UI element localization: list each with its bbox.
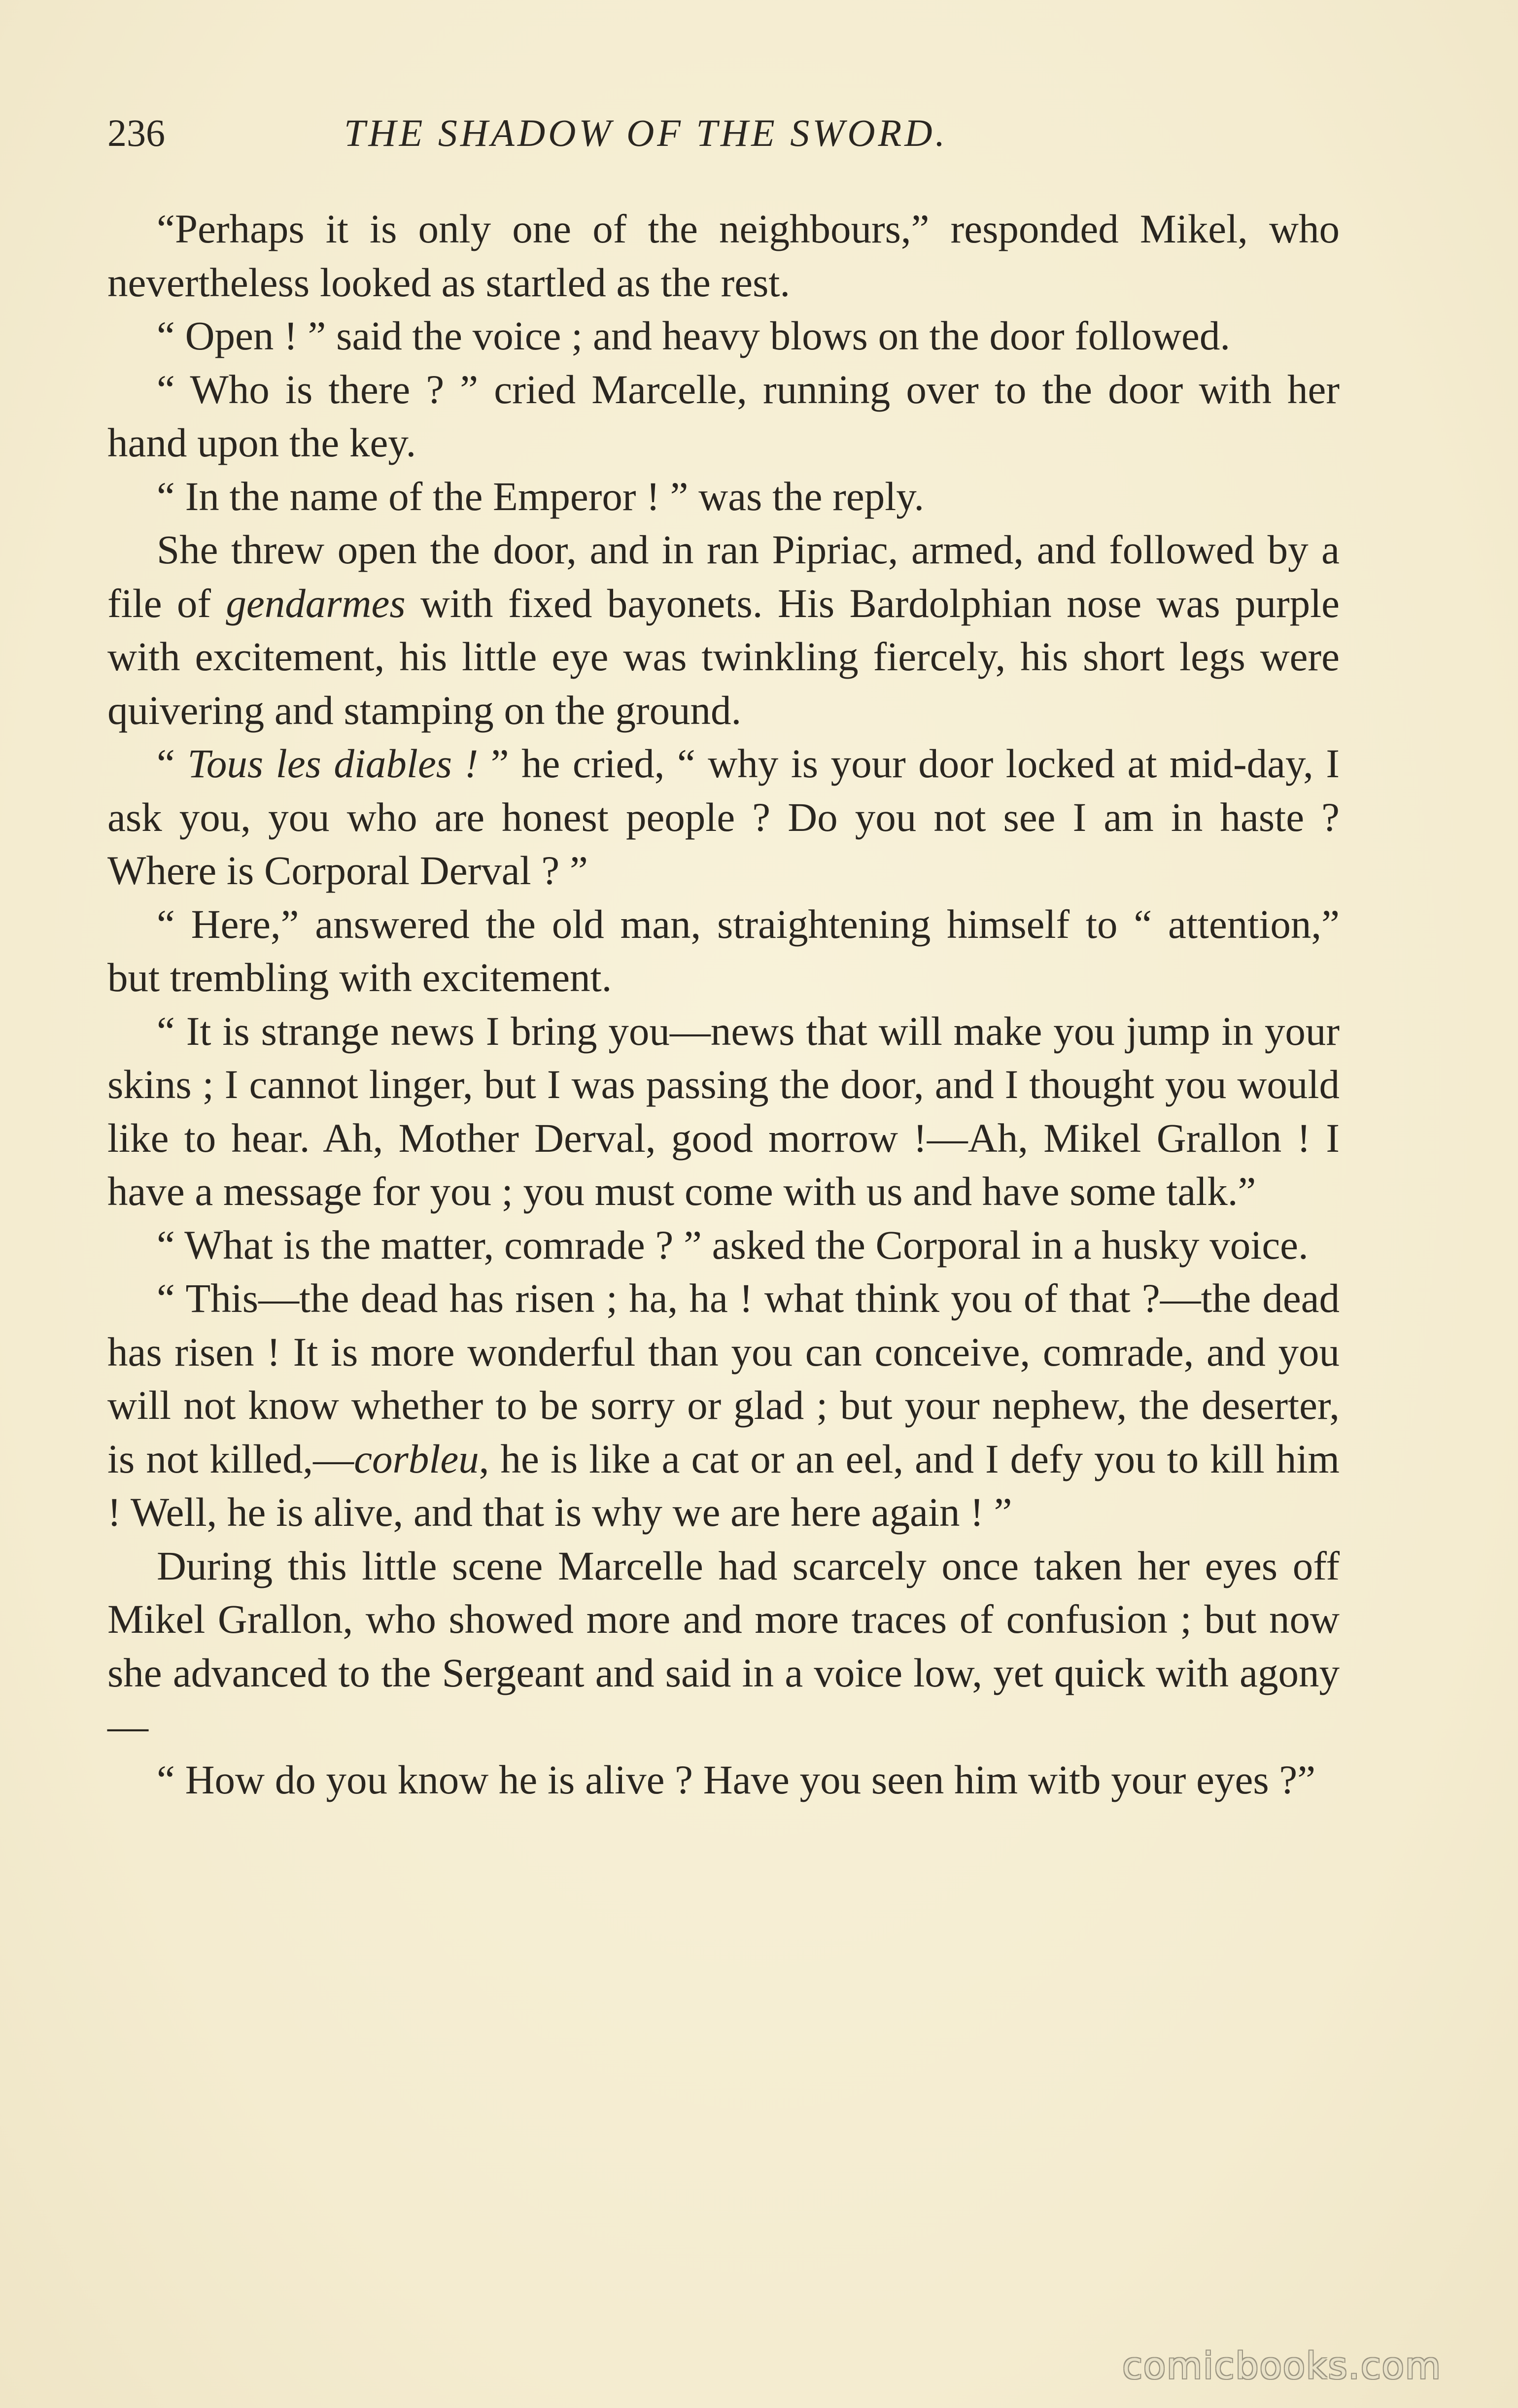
paragraph: “ How do you know he is alive ? Have you seen him witb your eyes ?” bbox=[157, 1756, 1316, 1802]
paragraph-text: ” he cried, “ why is your door locked at mid-day, I ask you, you who are honest people ? Do you not see I am in haste ? Where is Corporal Derval ? ” bbox=[107, 741, 1340, 893]
paragraph: “ What is the matter, comrade ? ” asked the Corporal in a husky voice. bbox=[157, 1222, 1309, 1268]
body-text bbox=[107, 202, 1340, 1806]
italic-phrase: gendarmes bbox=[226, 580, 406, 626]
page-number: 236 bbox=[107, 111, 165, 154]
paragraph bbox=[107, 523, 1340, 737]
paragraph bbox=[107, 737, 1340, 897]
paragraph-text: “ This—the dead has risen ; ha, ha ! what think you of that ?—the dead has risen ! It is more wonderful than you can conceive, comrade, and you will not know whether to be sorry or glad ; but your nephew, the deserter, is not killed,— bbox=[107, 1275, 1340, 1481]
paragraph-text: with fixed bayonets. His Bardolphian nose was purple with excitement, his little eye was twinkling fiercely, his short legs were quivering and stamping on the ground. bbox=[107, 580, 1340, 733]
watermark: comicbooks.com bbox=[1122, 2345, 1442, 2387]
paragraph: “ It is strange news I bring you—news that will make you jump in your skins ; I cannot linger, but I was passing the door, and I thought you would like to hear. Ah, Mother Derval, good morrow !—Ah, Mikel Grallon ! I have a message for you ; you must come with us and have some talk.” bbox=[107, 1008, 1340, 1214]
paragraph: “Perhaps it is only one of the neighbours,” responded Mikel, who nevertheless looked as startled as the rest. bbox=[107, 206, 1340, 305]
page-header bbox=[107, 103, 1329, 163]
paragraph: “ In the name of the Emperor ! ” was the reply. bbox=[157, 473, 925, 519]
running-title: THE SHADOW OF THE SWORD. bbox=[344, 111, 948, 154]
paragraph: “ Here,” answered the old man, straightening himself to “ attention,” but trembling with excitement. bbox=[107, 901, 1340, 1000]
paragraph: “ Who is there ? ” cried Marcelle, running over to the door with her hand upon the key. bbox=[107, 366, 1340, 465]
paragraph-text: She threw open the door, and in ran Pipriac, armed, and followed by a file of bbox=[107, 527, 1340, 626]
paragraph-text: , he is like a cat or an eel, and I defy you to kill him ! Well, he is alive, and that is why we are here again ! ” bbox=[107, 1436, 1340, 1535]
paragraph-text: “ bbox=[157, 741, 188, 786]
italic-phrase: corbleu bbox=[354, 1436, 479, 1481]
paragraph bbox=[107, 1272, 1340, 1539]
paragraph: “ Open ! ” said the voice ; and heavy blows on the door followed. bbox=[157, 313, 1231, 358]
paragraph: During this little scene Marcelle had scarcely once taken her eyes off Mikel Grallon, who showed more and more traces of confusion ; but now she advanced to the Sergeant and said in a voice low, yet quick with agony— bbox=[107, 1543, 1340, 1749]
italic-phrase: Tous les diables ! bbox=[187, 741, 479, 786]
